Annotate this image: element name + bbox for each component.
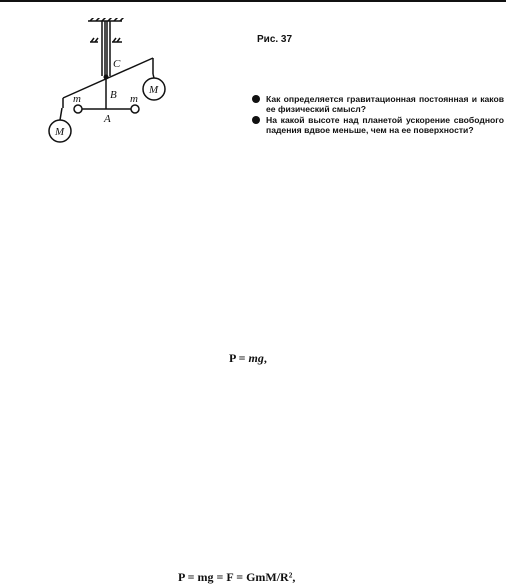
bullet-icon <box>252 116 260 124</box>
question-item <box>252 115 504 136</box>
label-b: B <box>110 89 117 101</box>
top-rule <box>0 0 506 2</box>
small-mass-right <box>131 105 139 113</box>
pivot-point <box>104 75 109 80</box>
torsion-balance-diagram <box>40 18 180 158</box>
weight-formula <box>229 351 267 366</box>
label-small-m-right: m <box>130 93 138 105</box>
label-c: C <box>113 58 121 70</box>
question-list <box>252 94 504 136</box>
figure-caption: Рис. 37 <box>257 34 293 45</box>
label-big-m-right: M <box>149 84 159 96</box>
formula-lhs: P <box>229 351 236 365</box>
question-text: На какой высоте над планетой ускорение свободного падения вдвое меньше, чем на ее поверхности? <box>266 114 504 136</box>
formula-rhs: mg <box>248 351 264 365</box>
question-item <box>252 94 504 115</box>
bullet-icon <box>252 95 260 103</box>
label-small-m-left: m <box>73 93 81 105</box>
formula-equals: = <box>235 351 249 365</box>
formula-comma: , <box>263 351 267 365</box>
question-text: Как определяется гравитационная постоянная и каков ее физический смысл? <box>266 94 504 115</box>
label-big-m-left: M <box>55 126 65 138</box>
label-a: A <box>104 113 111 125</box>
small-mass-left <box>74 105 82 113</box>
gravity-formula: P = mg = F = GmM/R², <box>178 570 296 584</box>
